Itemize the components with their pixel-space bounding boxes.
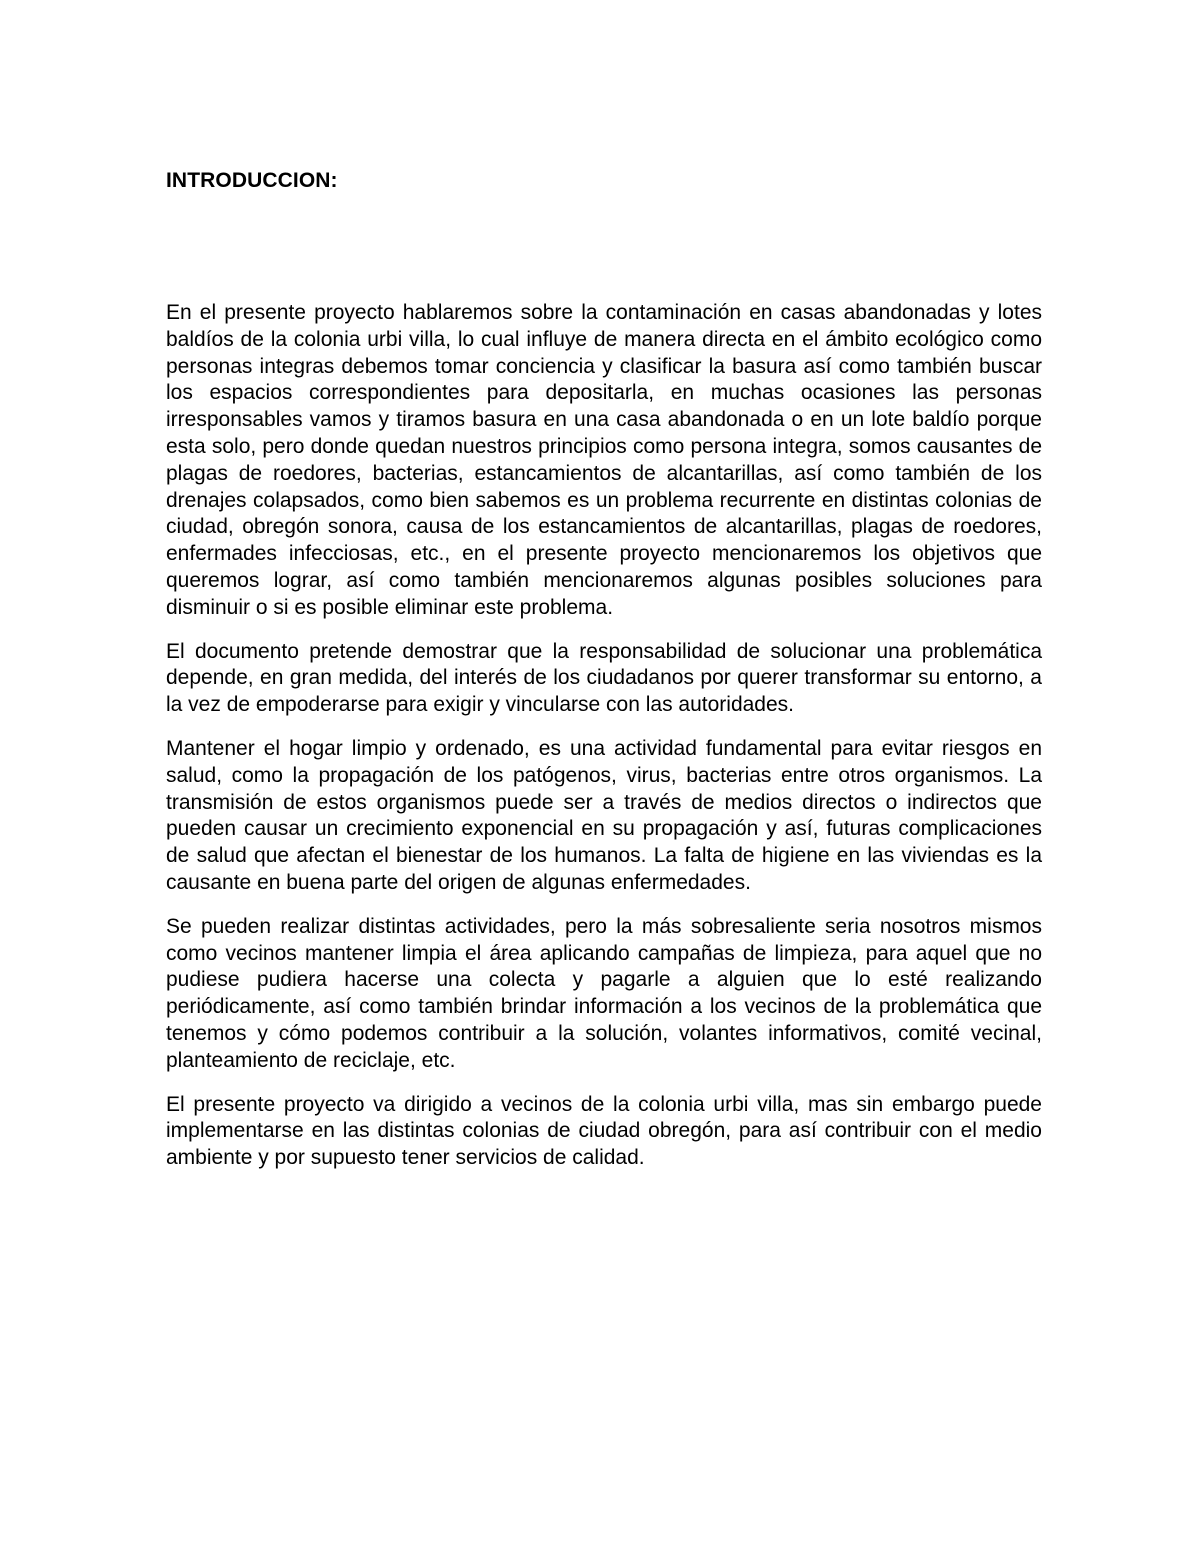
document-body [166,300,1042,1189]
paragraph-intro: En el presente proyecto hablaremos sobre la contaminación en casas abandonadas y lotes baldíos de la colonia urbi villa, lo cual influye de manera directa en el ámbito ecológico como personas integras debemos tomar conciencia y clasificar la basura así como también buscar los espacios correspondientes para depositarla, en muchas ocasiones las personas irresponsables vamos y tiramos basura en una casa abandonada o en un lote baldío porque esta solo, pero donde quedan nuestros principios como persona integra, somos causantes de plagas de roedores, bacterias, estancamientos de alcantarillas, así como también de los drenajes colapsados, como bien sabemos es un problema recurrente en distintas colonias de ciudad, obregón sonora, causa de los estancamientos de alcantarillas, plagas de roedores, enfermades infecciosas, etc., en el presente proyecto mencionaremos los objetivos que queremos lograr, así como también mencionaremos algunas posibles soluciones para disminuir o si es posible eliminar este problema. [166,301,1042,619]
paragraph-activities: Se pueden realizar distintas actividades, pero la más sobresaliente seria nosotros mismos como vecinos mantener limpia el área aplicando campañas de limpieza, para aquel que no pudiese pudiera hacerse una colecta y pagarle a alguien que lo esté realizando periódicamente, así como también brindar información a los vecinos de la problemática que tenemos y cómo podemos contribuir a la solución, volantes informativos, comité vecinal, planteamiento de reciclaje, etc. [166,914,1042,1072]
document-heading: INTRODUCCION: [166,169,338,192]
paragraph-hygiene: Mantener el hogar limpio y ordenado, es una actividad fundamental para evitar riesgos en salud, como la propagación de los patógenos, virus, bacterias entre otros organismos. La transmisión de estos organismos puede ser a través de medios directos o indirectos que pueden causar un crecimiento exponencial en su propagación y así, futuras complicaciones de salud que afectan el bienestar de los humanos. La falta de higiene en las viviendas es la causante en buena parte del origen de algunas enfermedades. [166,736,1042,894]
paragraph-audience: El presente proyecto va dirigido a vecinos de la colonia urbi villa, mas sin embargo puede implementarse en las distintas colonias de ciudad obregón, para así contribuir con el medio ambiente y por supuesto tener servicios de calidad. [166,1092,1042,1170]
paragraph-purpose: El documento pretende demostrar que la responsabilidad de solucionar una problemática depende, en gran medida, del interés de los ciudadanos por querer transformar su entorno, a la vez de empoderarse para exigir y vincularse con las autoridades. [166,639,1042,717]
